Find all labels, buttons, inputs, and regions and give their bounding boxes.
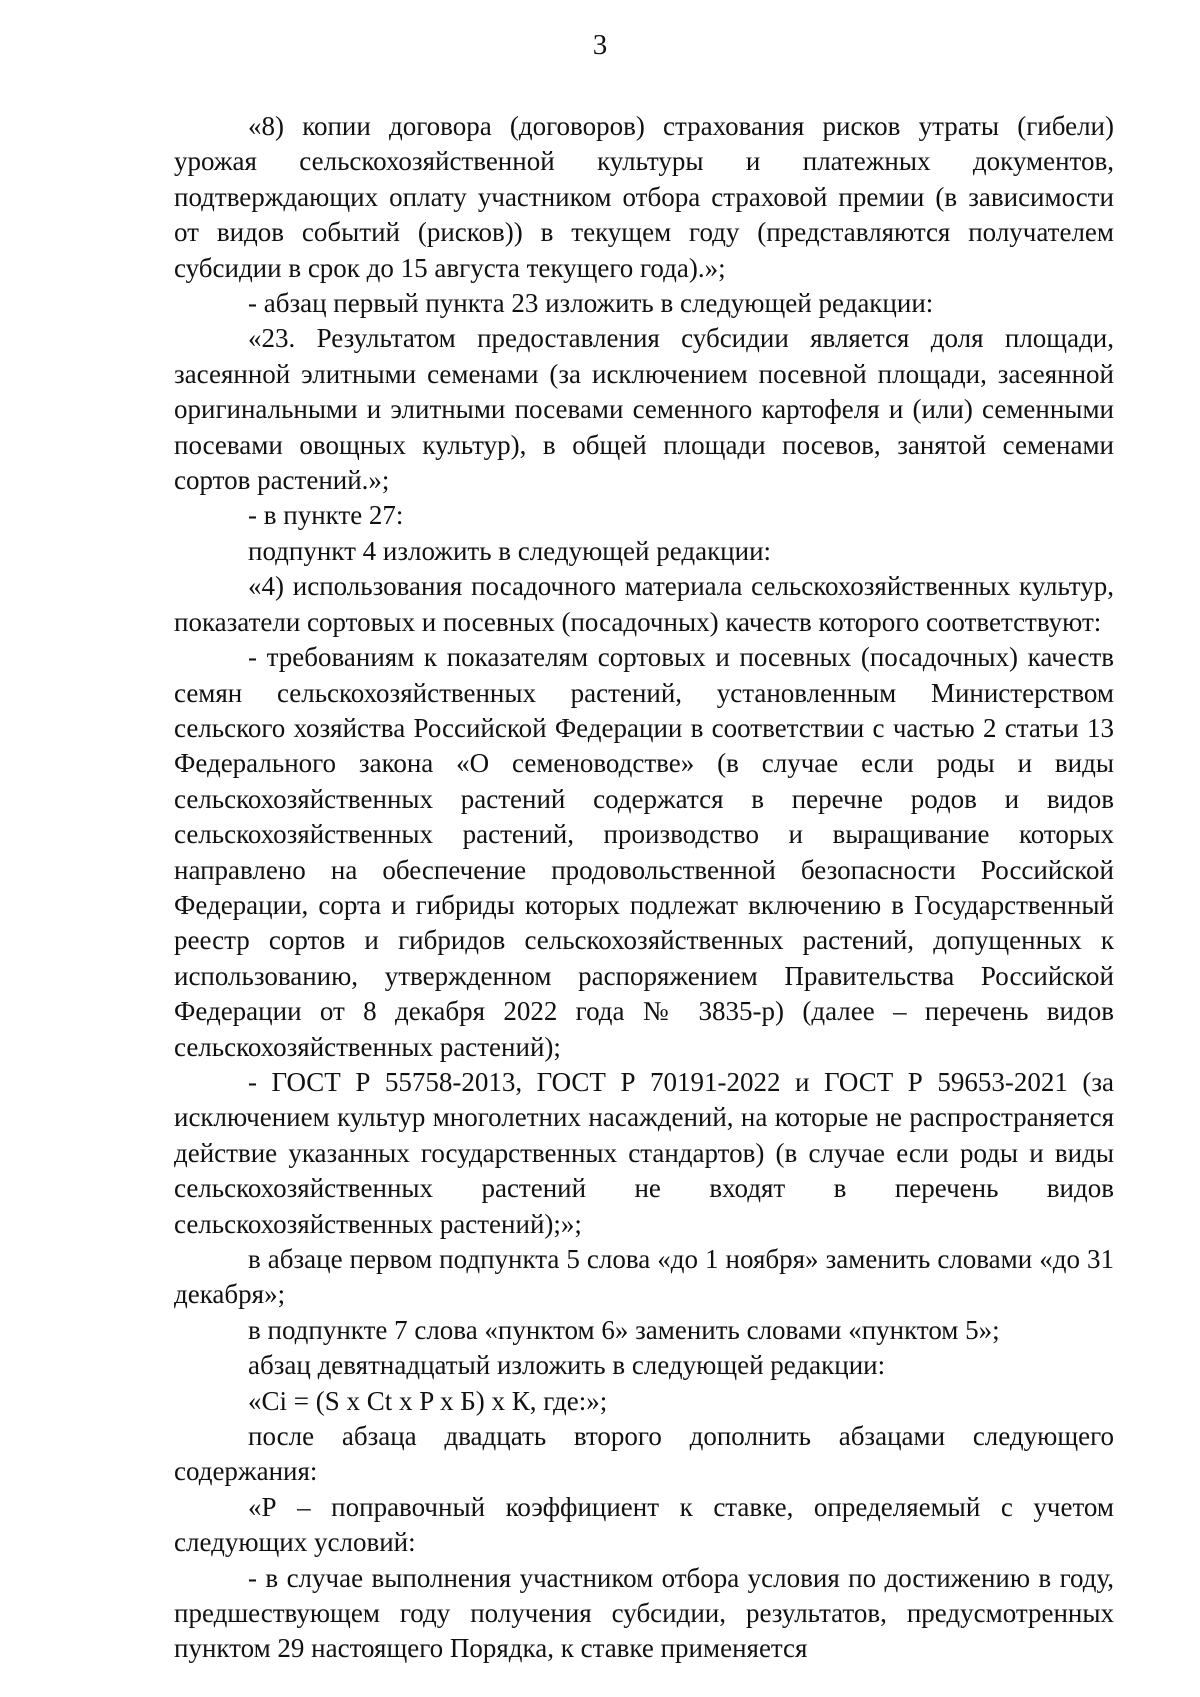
paragraph-subitem-4-text: «4) использования посадочного материала сельскохозяйственных культур, показатели сортовых и посевных (посадочных) качеств которого соответствуют: — [174, 571, 1114, 637]
paragraph-subitem-7-change: в подпункте 7 слова «пунктом 6» заменить словами «пунктом 5»; — [248, 1314, 1000, 1345]
paragraph-subitem-5-change: в абзаце первом подпункта 5 слова «до 1 ноября» заменить словами «до 31 декабря»; — [174, 1244, 1114, 1310]
paragraph-item-23-intro: - абзац первый пункта 23 изложить в следующей редакции: — [248, 288, 934, 319]
page-number: 3 — [592, 29, 608, 61]
paragraph-coefficient-condition: - в случае выполнения участником отбора условия по достижению в году, предшествующем году получения субсидии, результатов, предусмотренных пунктом 29 настоящего Порядка, к ставке применяется — [174, 1562, 1114, 1664]
paragraph-item-23-text: «23. Результатом предоставления субсидии является доля площади, засеянной элитными семенами (за исключением посевной площади, засеянной оригинальными и элитными посевами семенного картофеля и (или) семенными посевами овощных культур), в общей площади посевов, занятой семенами сортов растений.»; — [174, 323, 1114, 496]
paragraph-addition-intro: после абзаца двадцать второго дополнить абзацами следующего содержания: — [174, 1421, 1114, 1487]
paragraph-nineteenth-intro: абзац девятнадцатый изложить в следующей редакции: — [248, 1350, 886, 1381]
paragraph-item-27-intro: - в пункте 27: — [248, 500, 404, 531]
paragraph-formula: «Ci = (S x Ct x P x Б) x К, где:»; — [248, 1385, 608, 1416]
paragraph-gost-standards: - ГОСТ Р 55758-2013, ГОСТ Р 70191-2022 и ГОСТ Р 59653-2021 (за исключением культур многолетних насаждений, на которые не распространяется действие указанных государственных стандартов) (в случае если роды и виды сельскохозяйственных растений не входят в перечень видов сельскохозяйственных растений);»; — [174, 1066, 1114, 1239]
paragraph-coefficient-definition: «Р – поправочный коэффициент к ставке, определяемый с учетом следующих условий: — [174, 1491, 1114, 1558]
paragraph-seed-requirements: - требованиям к показателям сортовых и посевных (посадочных) качеств семян сельскохозяйственных растений, установленным Министерством сельского хозяйства Российской Федерации в соответствии с частью 2 статьи 13 Федерального закона «О семеноводстве» (в случае если роды и виды сельскохозяйственных растений содержатся в перечне родов и видов сельскохозяйственных растений, производство и выращивание которых направлено на обеспечение продовольственной безопасности Российской Федерации, сорта и гибриды которых подлежат включению в Государственный реестр сортов и гибридов сельскохозяйственных растений, допущенных к использованию, утвержденном распоряжением Правительства Российской Федерации от 8 декабря 2022 года № 3835-р) (далее – перечень видов сельскохозяйственных растений); — [174, 642, 1114, 1062]
paragraph-insurance-documents: «8) копии договора (договоров) страхования рисков утраты (гибели) урожая сельскохозяйственной культуры и платежных документов, подтверждающих оплату участником отбора страховой премии (в зависимости от видов событий (рисков)) в текущем году (представляются получателем субсидии в срок до 15 августа текущего года).»; — [174, 111, 1114, 283]
document-body — [174, 109, 1114, 1667]
paragraph-subitem-4-intro: подпункт 4 изложить в следующей редакции: — [248, 535, 772, 566]
